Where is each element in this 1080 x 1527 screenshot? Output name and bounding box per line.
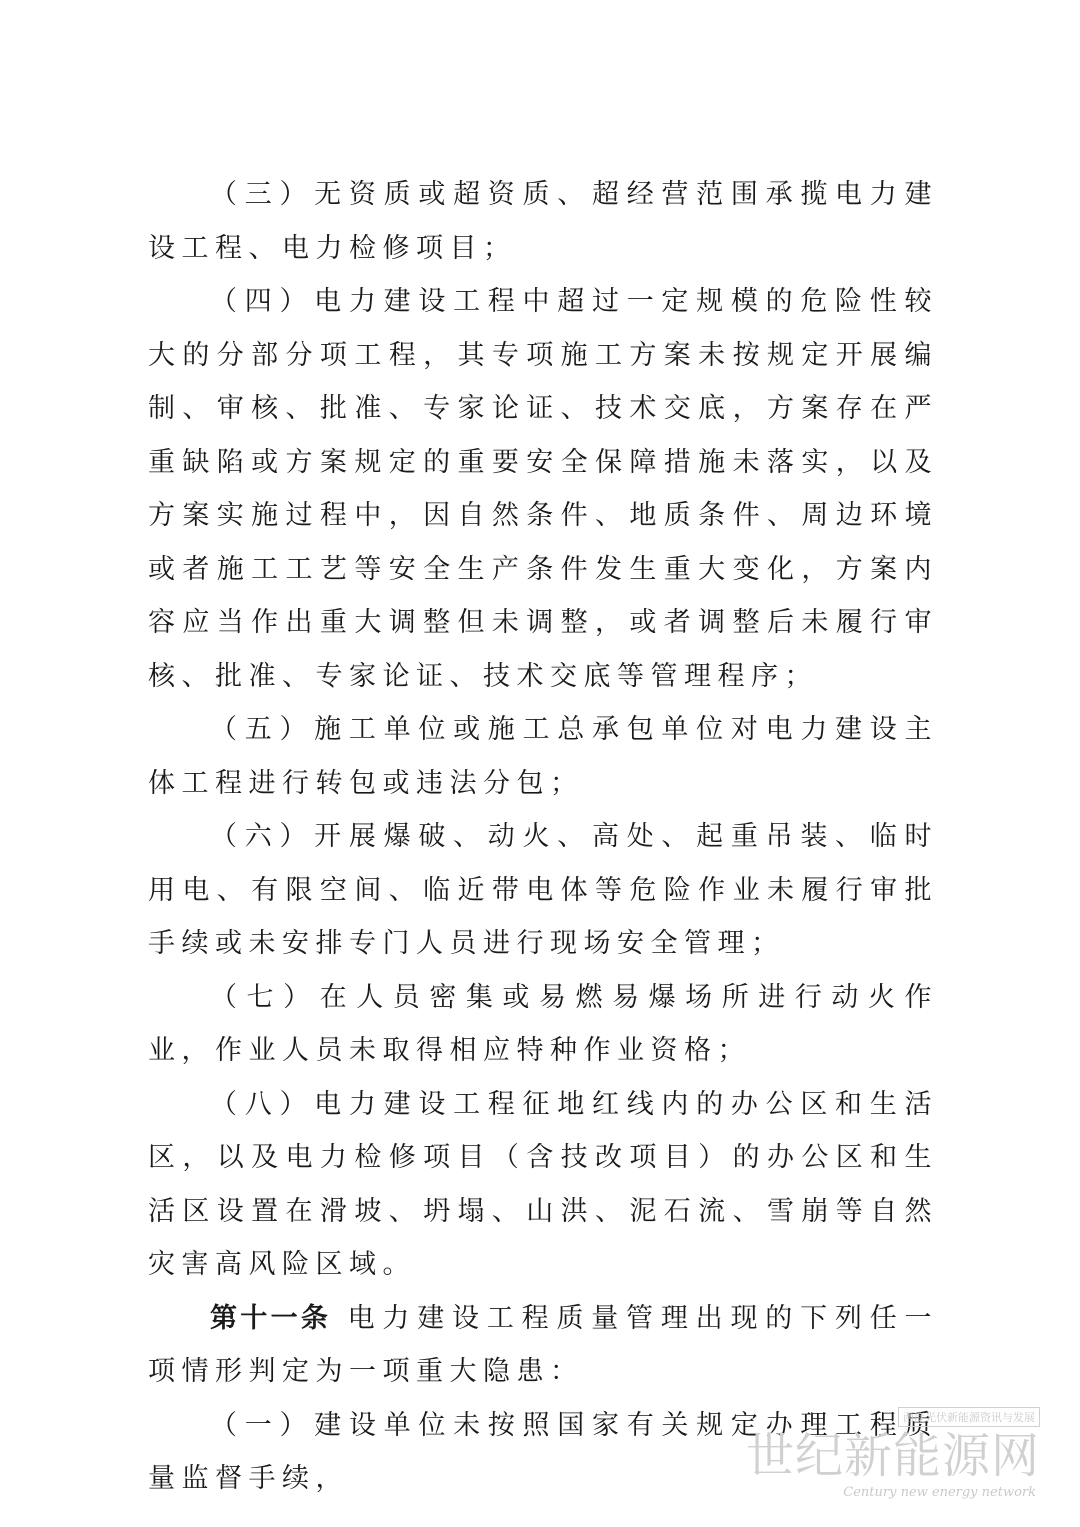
paragraph-item-6: （六）开展爆破、动火、高处、起重吊装、临时用电、有限空间、临近带电体等危险作业未履行审批手续或未安排专门人员进行现场安全管理； [148, 821, 938, 959]
watermark-english: Century new energy network [843, 1485, 1036, 1500]
article-text: 电力建设工程质量管理出现的下列任一项情形判定为一项重大隐患： [148, 1302, 939, 1387]
watermark-logo [745, 1407, 1040, 1505]
paragraph-item-7: （七）在人员密集或易燃易爆场所进行动火作业，作业人员未取得相应特种作业资格； [148, 981, 938, 1066]
paragraph-item-8: （八）电力建设工程征地红线内的办公区和生活区，以及电力检修项目（含技改项目）的办公区和生活区设置在滑坡、坍塌、山洪、泥石流、雪崩等自然灾害高风险区域。 [148, 1088, 938, 1280]
watermark-title: 世纪新能源网 [745, 1428, 1040, 1484]
paragraph-item-4: （四）电力建设工程中超过一定规模的危险性较大的分部分项工程，其专项施工方案未按规定开展编制、审核、批准、专家论证、技术交底，方案存在严重缺陷或方案规定的重要安全保障措施未落实，以及方案实施过程中，因自然条件、地质条件、周边环境或者施工工艺等安全生产条件发生重大变化，方案内容应当作出重大调整但未调整，或者调整后未履行审核、批准、专家论证、技术交底等管理程序； [148, 286, 938, 692]
paragraph-item-3: （三）无资质或超资质、超经营范围承揽电力建设工程、电力检修项目； [148, 179, 938, 264]
article-heading: 第十一条 [210, 1302, 332, 1334]
paragraph-item-5: （五）施工单位或施工总承包单位对电力建设主体工程进行转包或违法分包； [148, 714, 938, 799]
article-11-paragraph [148, 1292, 938, 1399]
watermark-tagline: 西度光伏新能源资讯与发展 [898, 1407, 1040, 1427]
paragraph-item-1: （一）建设单位未按照国家有关规定办理工程质量监督手续， [148, 1409, 938, 1494]
document-body [148, 168, 938, 1506]
